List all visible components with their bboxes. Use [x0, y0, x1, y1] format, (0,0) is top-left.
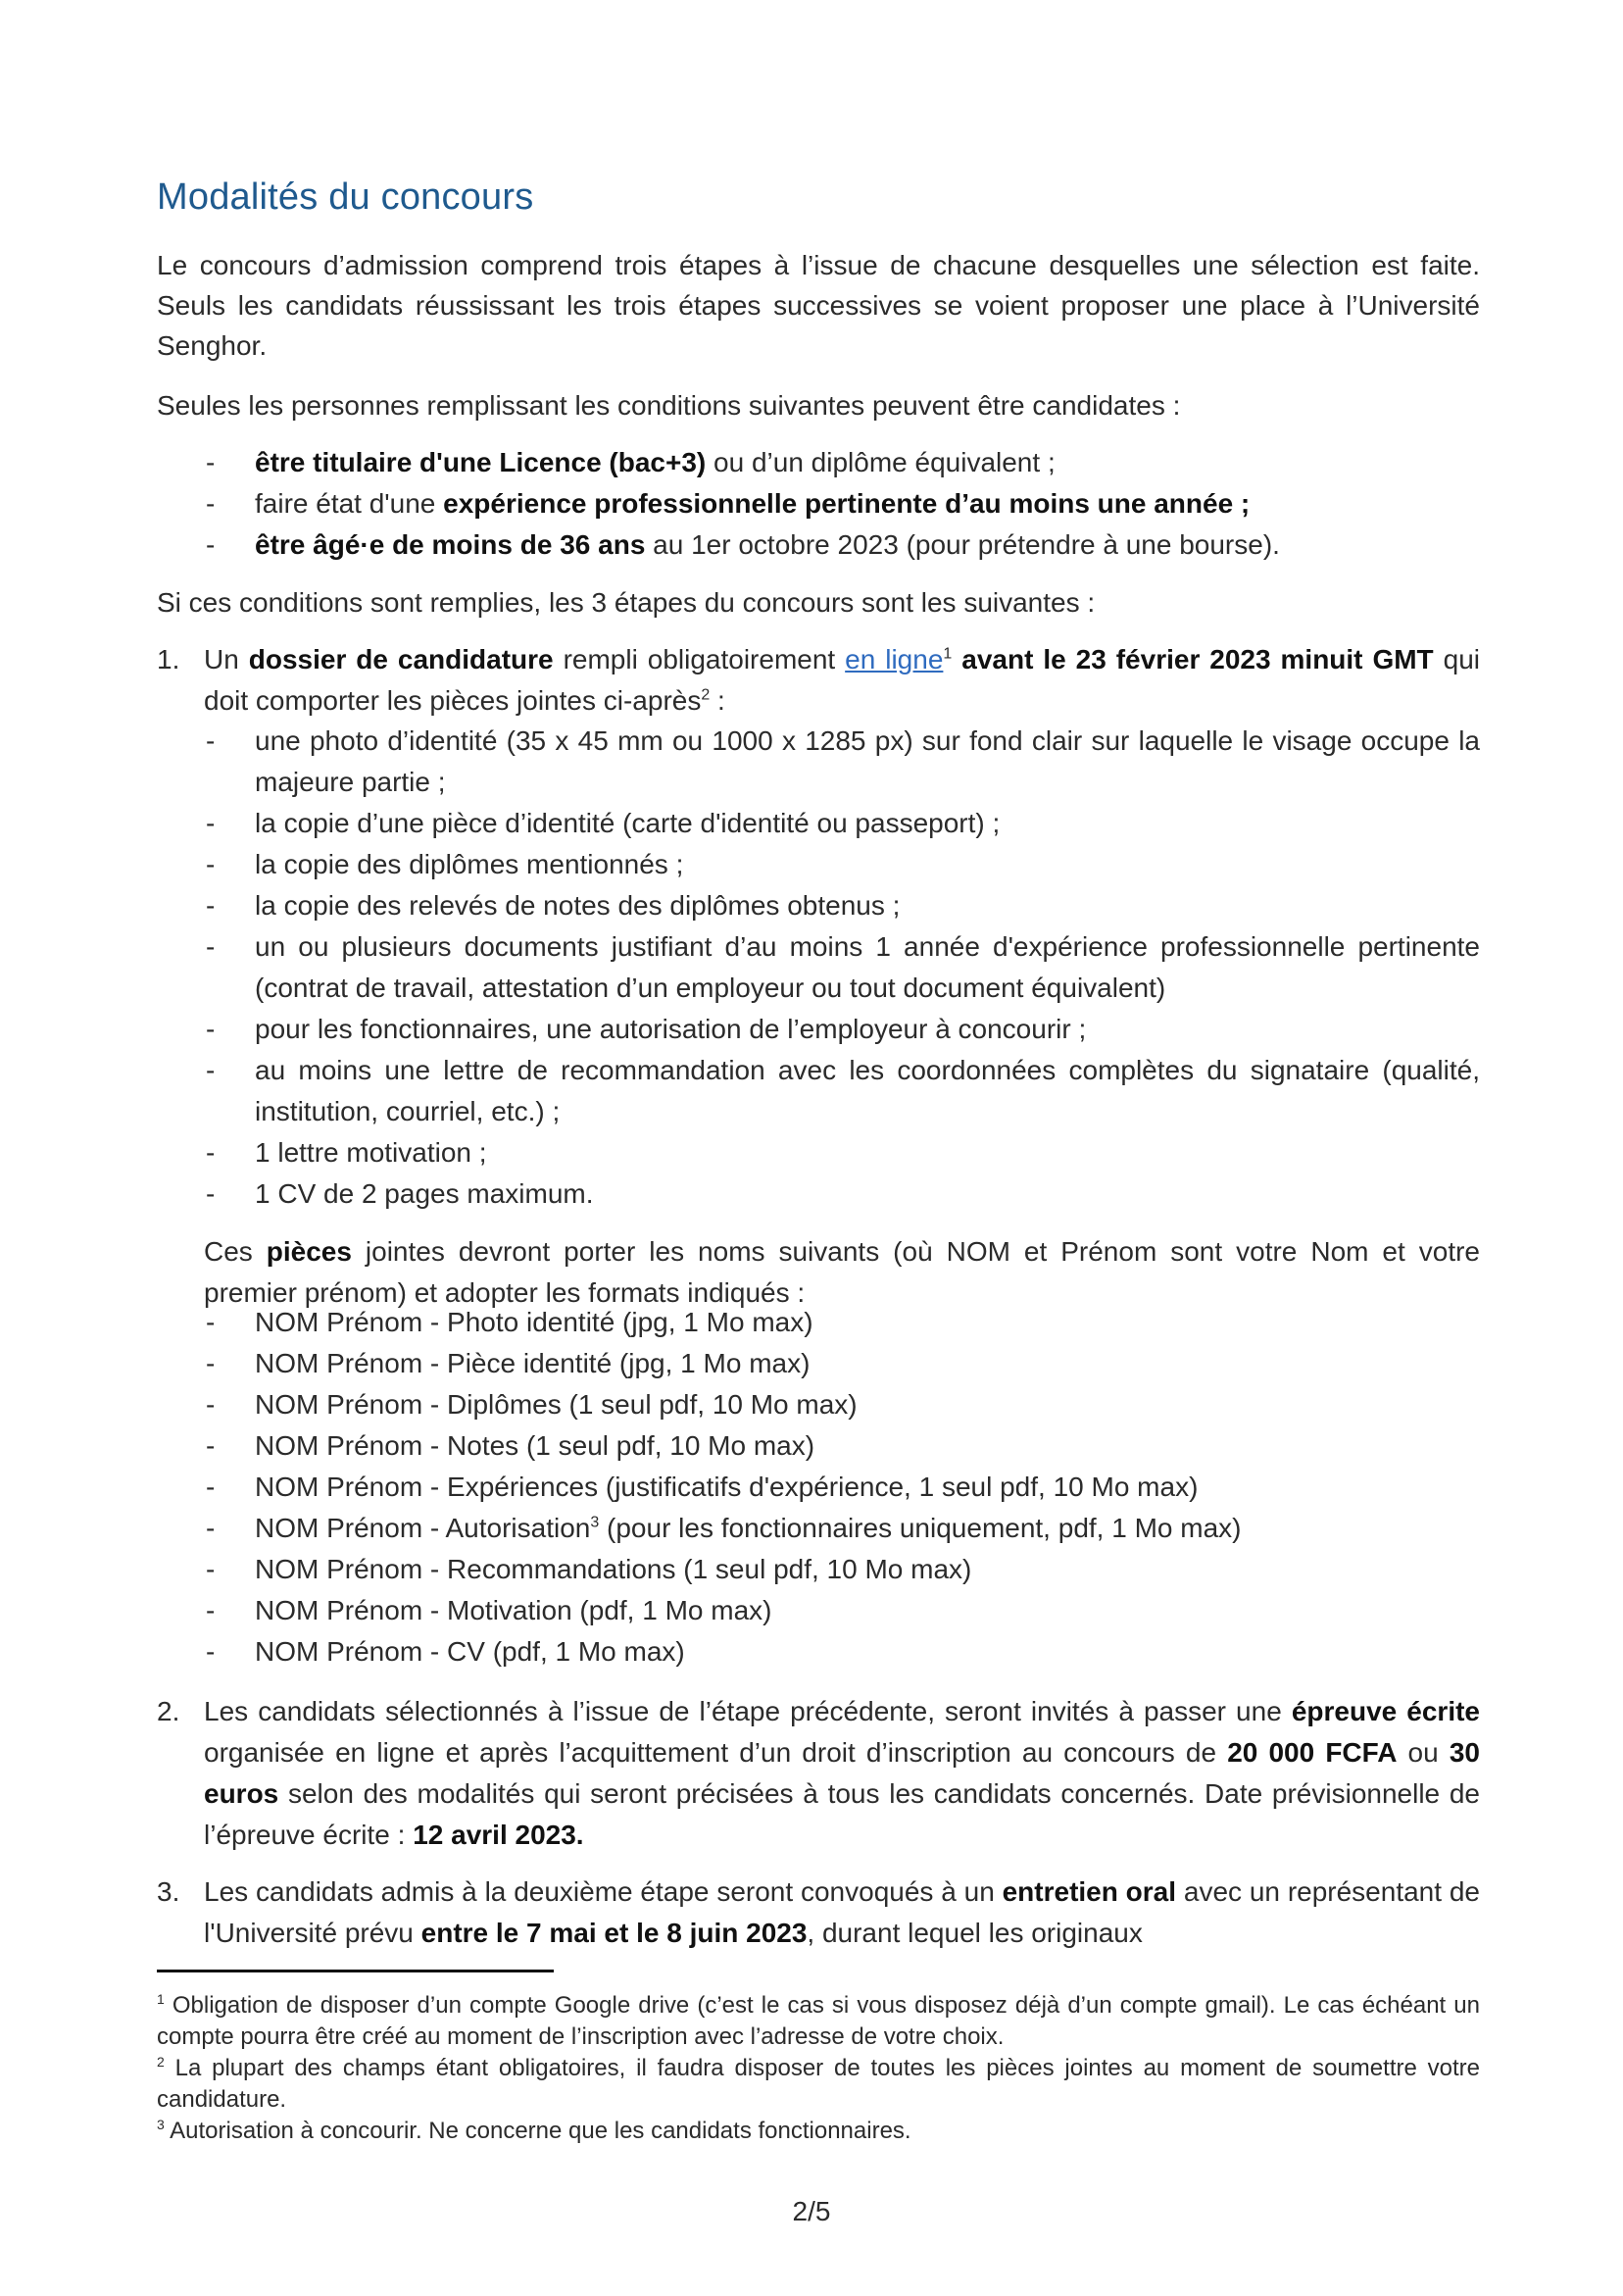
steps-intro: Si ces conditions sont remplies, les 3 étapes du concours sont les suivantes : [157, 587, 1096, 618]
footnote-ref[interactable]: 1 [943, 645, 953, 663]
online-application-link[interactable]: en ligne [845, 644, 944, 674]
section-heading: Modalités du concours [157, 176, 534, 218]
step-number: 1. [157, 644, 180, 674]
dash-bullet-icon: - [206, 1554, 216, 1584]
dash-bullet-icon: - [206, 1636, 216, 1667]
dash-bullet-icon: - [206, 1178, 216, 1209]
dash-bullet-icon: - [206, 725, 216, 756]
dash-bullet-icon: - [206, 1055, 216, 1085]
conditions-intro: Seules les personnes remplissant les conditions suivantes peuvent être candidates : [157, 390, 1181, 421]
footnote-1: $^1$ Obligation de disposer d’un compte Google drive (c’est le cas si vous disposez déjà d’un compte gmail). Le cas échéant un compte pourra être créé au moment de l’inscription avec l’adresse de votre choix. [157, 1991, 1480, 2050]
dash-bullet-icon: - [206, 1513, 216, 1543]
dash-bullet-icon: - [206, 1595, 216, 1625]
footnote-ref[interactable]: 2 [701, 686, 711, 704]
dash-bullet-icon: - [206, 1137, 216, 1168]
intro-paragraph: Le concours d’admission comprend trois étapes à l’issue de chacune desquelles une sélection est faite. Seuls les candidats réussissant les trois étapes successives se voient proposer une place à l’Université Senghor. [157, 250, 1480, 361]
dash-bullet-icon: - [206, 808, 216, 838]
dash-bullet-icon: - [206, 1430, 216, 1461]
dash-bullet-icon: - [206, 488, 216, 519]
footnote-3: $^3$ Autorisation à concourir. Ne concerne que les candidats fonctionnaires. [157, 2117, 911, 2144]
dash-bullet-icon: - [206, 447, 216, 477]
dash-bullet-icon: - [206, 1472, 216, 1502]
dash-bullet-icon: - [206, 1014, 216, 1044]
page-number: 2/5 [792, 2196, 831, 2226]
dash-bullet-icon: - [206, 890, 216, 921]
footnote-separator [157, 1970, 554, 1972]
step-number: 3. [157, 1876, 180, 1907]
footnote-ref[interactable]: 3 [590, 1514, 600, 1531]
dash-bullet-icon: - [206, 931, 216, 962]
step-number: 2. [157, 1696, 180, 1726]
dash-bullet-icon: - [206, 1348, 216, 1378]
dash-bullet-icon: - [206, 849, 216, 879]
step-1-text: Un dossier de candidature rempli obligatoirement en ligne$^1$ avant le 23 février 2023 minuit GMT qui doit comporter les pièces jointes ci-après$^2$ : [204, 644, 1480, 716]
dash-bullet-icon: - [206, 529, 216, 560]
footnote-2: $^2$ La plupart des champs étant obligatoires, il faudra disposer de toutes les pièces jointes au moment de soumettre votre candidature. [157, 2054, 1480, 2113]
dash-bullet-icon: - [206, 1389, 216, 1420]
dash-bullet-icon: - [206, 1307, 216, 1337]
